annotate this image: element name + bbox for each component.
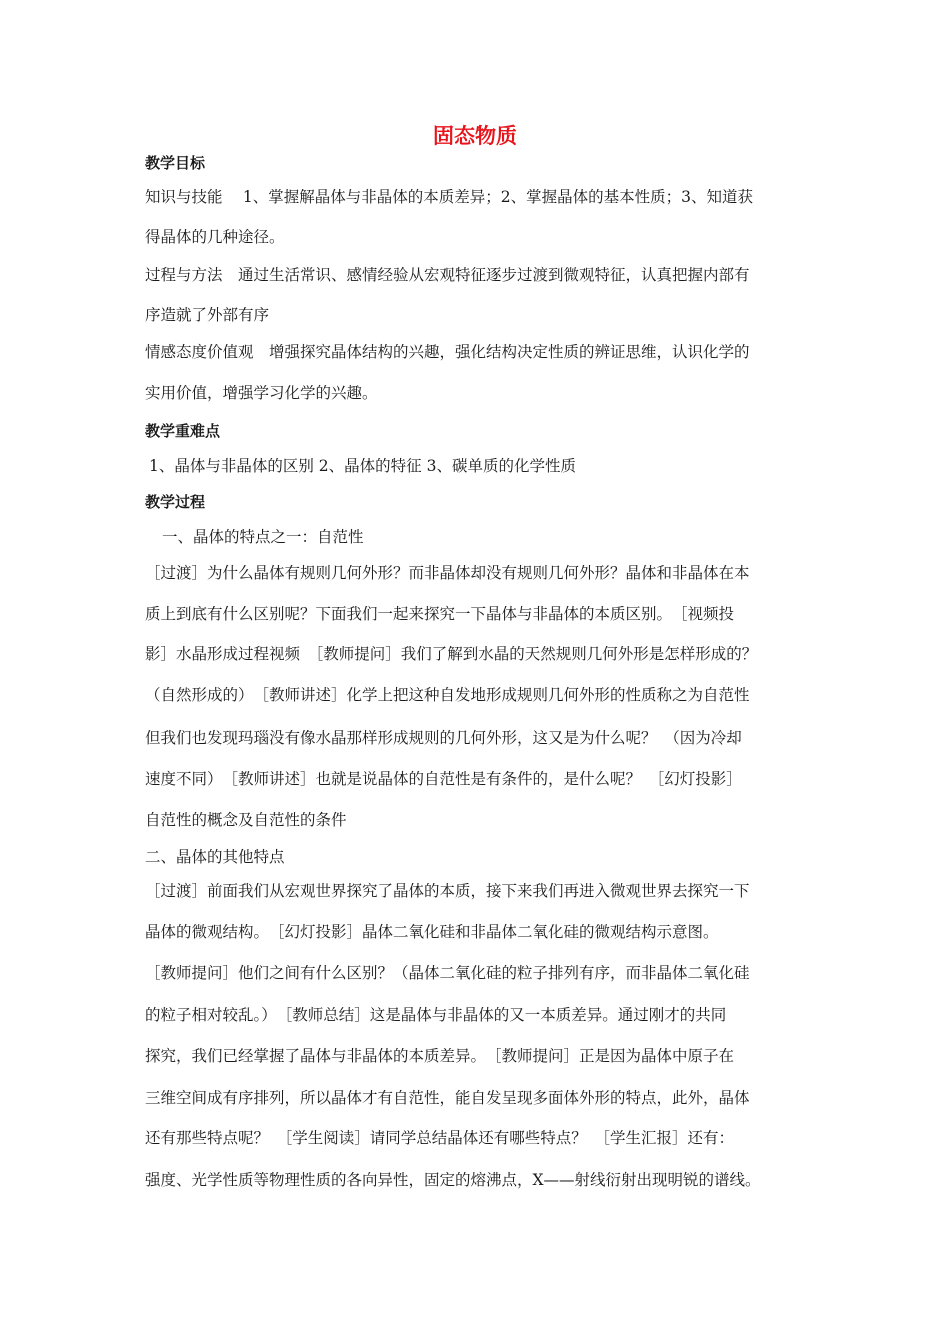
process-heading: 教学过程 xyxy=(145,493,206,511)
goals-heading: 教学目标 xyxy=(145,154,206,172)
part1-line: ［过渡］为什么晶体有规则几何外形？而非晶体却没有规则几何外形？晶体和非晶体在本 xyxy=(145,564,750,582)
part1-line: 自范性的概念及自范性的条件 xyxy=(145,811,347,829)
part2-line: ［过渡］前面我们从宏观世界探究了晶体的本质，接下来我们再进入微观世界去探究一下 xyxy=(145,882,750,900)
goals-line: 过程与方法 通过生活常识、感情经验从宏观特征逐步过渡到微观特征，认真把握内部有 xyxy=(145,266,750,284)
part1-line: （自然形成的） ［教师讲述］化学上把这种自发地形成规则几何外形的性质称之为自范性 xyxy=(145,686,750,704)
part2-title: 二、晶体的其他特点 xyxy=(145,848,285,866)
part2-line: ［教师提问］他们之间有什么区别？（晶体二氧化硅的粒子排列有序，而非晶体二氧化硅 xyxy=(145,964,750,982)
key-points: 1、晶体与非晶体的区别 2、晶体的特征 3、碳单质的化学性质 xyxy=(149,457,576,475)
part1-title: 一、晶体的特点之一：自范性 xyxy=(162,528,364,546)
part2-line: 的粒子相对较乱。） ［教师总结］这是晶体与非晶体的又一本质差异。通过刚才的共同 xyxy=(145,1006,727,1024)
goals-line: 知识与技能 1、掌握解晶体与非晶体的本质差异；2、掌握晶体的基本性质；3、知道获 xyxy=(145,188,754,206)
part1-line: 但我们也发现玛瑙没有像水晶那样形成规则的几何外形，这又是为什么呢？ （因为冷却 xyxy=(145,729,742,747)
goals-line: 得晶体的几种途径。 xyxy=(145,228,285,246)
part2-line: 三维空间成有序排列，所以晶体才有自范性，能自发呈现多面体外形的特点，此外，晶体 xyxy=(145,1089,750,1107)
part1-line: 影］水晶形成过程视频 ［教师提问］我们了解到水晶的天然规则几何外形是怎样形成的？ xyxy=(145,645,758,663)
part2-line: 强度、光学性质等物理性质的各向异性，固定的熔沸点，X——射线衍射出现明锐的谱线。 xyxy=(145,1171,761,1189)
part1-line: 质上到底有什么区别呢？下面我们一起来探究一下晶体与非晶体的本质区别。 ［视频投 xyxy=(145,605,735,623)
goals-line: 序造就了外部有序 xyxy=(145,306,270,324)
key-heading: 教学重难点 xyxy=(145,422,221,440)
goals-line: 实用价值，增强学习化学的兴趣。 xyxy=(145,384,378,402)
part2-line: 还有那些特点呢？ ［学生阅读］请同学总结晶体还有哪些特点？ ［学生汇报］还有： xyxy=(145,1129,735,1147)
goals-line: 情感态度价值观 增强探究晶体结构的兴趣，强化结构决定性质的辨证思维，认识化学的 xyxy=(145,343,750,361)
part2-line: 探究，我们已经掌握了晶体与非晶体的本质差异。 ［教师提问］正是因为晶体中原子在 xyxy=(145,1047,735,1065)
part1-line: 速度不同） ［教师讲述］也就是说晶体的自范性是有条件的，是什么呢？ ［幻灯投影］ xyxy=(145,770,742,788)
document-title: 固态物质 xyxy=(433,124,517,148)
part2-line: 晶体的微观结构。 ［幻灯投影］晶体二氧化硅和非晶体二氧化硅的微观结构示意图。 xyxy=(145,923,719,941)
